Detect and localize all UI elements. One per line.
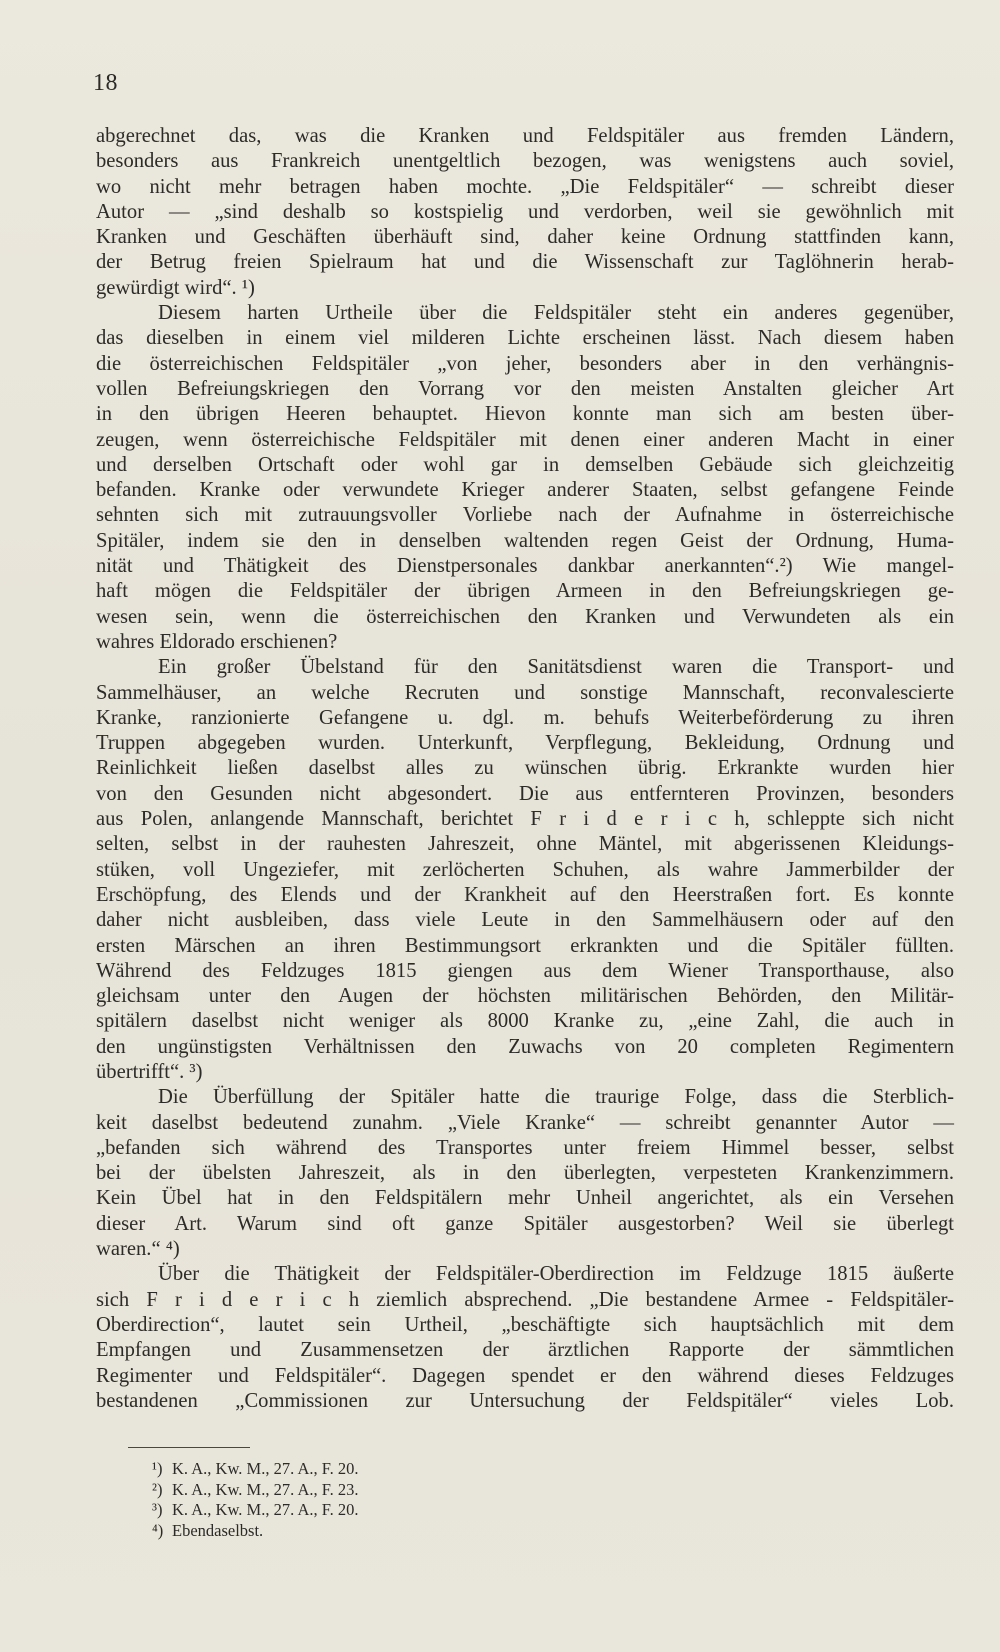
text-line: wesen sein, wenn die österreichischen den Kranken und Verwundeten als ein [96,605,954,628]
footnote-mark: ²) [152,1479,163,1499]
text-line: „befanden sich während des Transportes unter freiem Himmel besser, selbst [96,1136,954,1159]
text-line: Die Überfüllung der Spitäler hatte die traurige Folge, dass die Sterblich- [158,1086,954,1109]
text-line: bei der übelsten Jahreszeit, als in den überlegten, verpesteten Krankenzimmern. [96,1162,954,1185]
footnote [152,1500,358,1521]
text-line: keit daselbst bedeutend zunahm. „Viele Kranke“ — schreibt genannter Autor — [96,1111,954,1134]
text-line: aus Polen, anlangende Mannschaft, berichtet F r i d e r i c h, schleppte sich nicht [96,808,954,831]
footnote [152,1480,358,1501]
text-line: besonders aus Frankreich unentgeltlich bezogen, was wenigstens auch soviel, [96,150,954,173]
text-line: gleichsam unter den Augen der höchsten militärischen Behörden, den Militär- [96,985,954,1008]
footnote-text: K. A., Kw. M., 27. A., F. 23. [172,1479,359,1499]
text-line: stüken, voll Ungeziefer, mit zerlöcherten Schuhen, als wahre Jammerbilder der [96,858,954,881]
text-line: ersten Märschen an ihren Bestimmungsort erkrankten und die Spitäler füllten. [96,934,954,957]
text-line: sich F r i d e r i c h ziemlich absprechend. „Die bestandene Armee - Feldspitäler- [96,1288,954,1311]
text-line: wo nicht mehr betragen haben mochte. „Die Feldspitäler“ — schreibt dieser [96,175,954,198]
text-line: das dieselben in einem viel milderen Lichte erscheinen lässt. Nach diesem haben [96,327,954,350]
text-line: die österreichischen Feldspitäler „von jeher, besonders aber in den verhängnis- [96,352,954,375]
page-number: 18 [93,70,118,96]
text-line: spitälern daselbst nicht weniger als 8000 Kranke zu, „eine Zahl, die auch in [96,1010,954,1033]
text-line: zeugen, wenn österreichische Feldspitäler mit denen einer anderen Macht in einer [96,428,954,451]
text-line: haft mögen die Feldspitäler der übrigen Armeen in den Befreiungskriegen ge- [96,580,954,603]
text-line: Während des Feldzuges 1815 giengen aus dem Wiener Transporthause, also [96,959,954,982]
text-line: Kranken und Geschäften überhäuft sind, daher keine Ordnung stattfinden kann, [96,226,954,249]
text-line: Sammelhäuser, an welche Recruten und sonstige Mannschaft, reconvalescierte [96,681,954,704]
text-line: waren.“ ⁴) [96,1238,180,1261]
text-line: dieser Art. Warum sind oft ganze Spitäler ausgestorben? Weil sie überlegt [96,1212,954,1235]
text-line: befanden. Kranke oder verwundete Krieger anderer Staaten, selbst gefangene Feinde [96,479,954,502]
text-line: Autor — „sind deshalb so kostspielig und verdorben, weil sie gewöhnlich mit [96,200,954,223]
text-line: bestandenen „Commissionen zur Untersuchung der Feldspitäler“ vieles Lob. [96,1389,954,1412]
body-text [96,124,954,1414]
text-line: Empfangen und Zusammensetzen der ärztlichen Rapporte der sämmtlichen [96,1339,954,1362]
text-line: Kein Übel hat in den Feldspitälern mehr Unheil angerichtet, als ein Versehen [96,1187,954,1210]
text-line: vollen Befreiungskriegen den Vorrang vor den meisten Anstalten gleicher Art [96,377,954,400]
text-line: wahres Eldorado erschienen? [96,630,338,653]
text-line: den ungünstigsten Verhältnissen den Zuwachs von 20 completen Regimentern [96,1035,954,1058]
text-line: Reinlichkeit ließen daselbst alles zu wünschen übrig. Erkrankte wurden hier [96,757,954,780]
footnote-mark: ⁴) [152,1520,164,1540]
text-line: und derselben Ortschaft oder wohl gar in demselben Gebäude sich gleichzeitig [96,453,954,476]
text-line: daher nicht ausbleiben, dass viele Leute in den Sammelhäusern oder auf den [96,909,954,932]
footnote-divider [128,1447,250,1448]
footnote [152,1459,358,1480]
text-line: Oberdirection“, lautet sein Urtheil, „beschäftigte sich hauptsächlich mit dem [96,1313,954,1336]
text-line: der Betrug freien Spielraum hat und die Wissenschaft zur Taglöhnerin herab- [96,251,954,274]
text-line: Über die Thätigkeit der Feldspitäler-Oberdirection im Feldzuge 1815 äußerte [158,1263,954,1286]
text-line: von den Gesunden nicht abgesondert. Die aus entfernteren Provinzen, besonders [96,782,954,805]
text-line: übertrifft“. ³) [96,1060,203,1083]
text-line: in den übrigen Heeren behauptet. Hievon konnte man sich am besten über- [96,403,954,426]
text-line: Regimenter und Feldspitäler“. Dagegen spendet er den während dieses Feldzuges [96,1364,954,1387]
text-line: selten, selbst in der rauhesten Jahreszeit, ohne Mäntel, mit abgerissenen Kleidungs- [96,833,954,856]
text-line: nität und Thätigkeit des Dienstpersonales dankbar anerkannten“.²) Wie mangel- [96,555,954,578]
text-line: Ein großer Übelstand für den Sanitätsdienst waren die Transport- und [158,656,954,679]
text-line: Kranke, ranzionierte Gefangene u. dgl. m. behufs Weiterbeförderung zu ihren [96,706,954,729]
text-line: sehnten sich mit zutrauungsvoller Vorliebe nach der Aufnahme in österreichische [96,504,954,527]
footnote [152,1521,358,1542]
footnote-text: Ebendaselbst. [172,1520,264,1540]
text-line: gewürdigt wird“. ¹) [96,276,255,299]
footnote-mark: ¹) [152,1459,163,1478]
footnote-mark: ³) [152,1500,163,1519]
text-line: Spitäler, indem sie den in denselben waltenden regen Geist der Ordnung, Huma- [96,529,954,552]
text-line: Diesem harten Urtheile über die Feldspitäler steht ein anderes gegenüber, [158,302,954,325]
text-line: Truppen abgegeben wurden. Unterkunft, Verpflegung, Bekleidung, Ordnung und [96,732,954,755]
footnote-text: K. A., Kw. M., 27. A., F. 20. [172,1500,359,1519]
text-line: Erschöpfung, des Elends und der Krankheit auf den Heerstraßen fort. Es konnte [96,883,954,906]
text-line: abgerechnet das, was die Kranken und Feldspitäler aus fremden Ländern, [96,125,954,147]
footnotes [152,1459,358,1541]
footnote-text: K. A., Kw. M., 27. A., F. 20. [172,1459,359,1478]
